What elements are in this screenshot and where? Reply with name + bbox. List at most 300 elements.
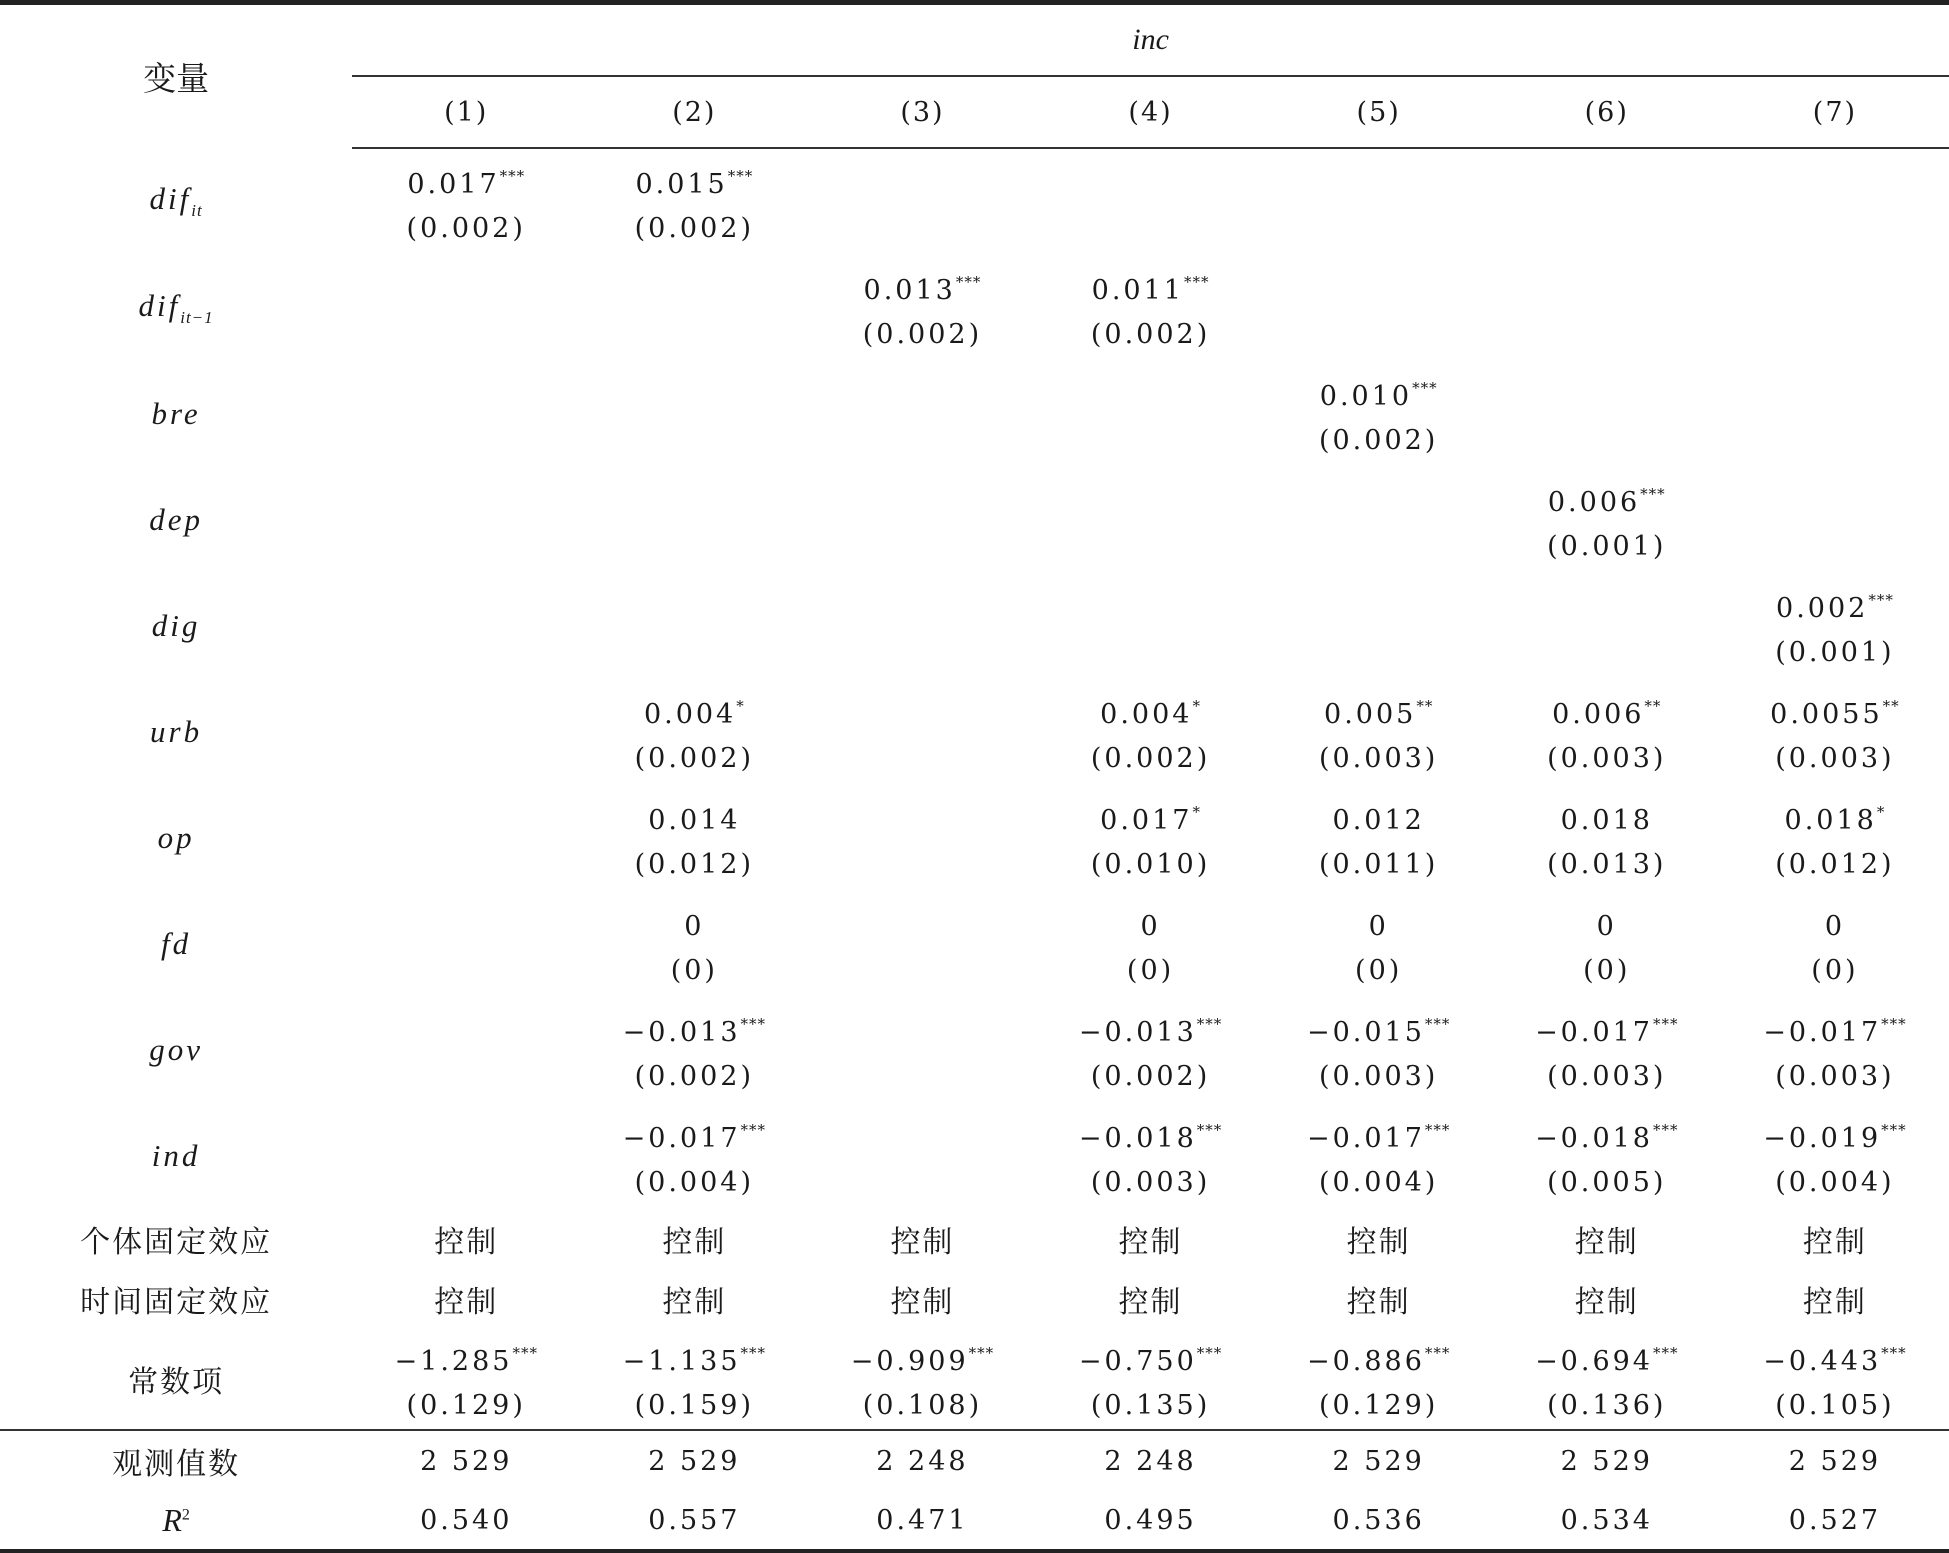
variable-symbol: dep (149, 502, 203, 537)
coefficient-cell (1493, 1103, 1721, 1209)
significance-stars: *** (1652, 1014, 1679, 1033)
coefficient-value: −0.013 (1078, 1016, 1197, 1048)
variable-symbol: urb (150, 714, 203, 749)
variable-name (0, 361, 352, 467)
coefficient-cell (1493, 1329, 1721, 1430)
coefficient-estimate (580, 684, 808, 737)
coefficient-estimate (1493, 1002, 1721, 1055)
coefficient-estimate (1493, 790, 1721, 843)
standard-error: (0.002) (406, 212, 526, 244)
significance-stars: *** (512, 1343, 538, 1362)
variable-symbol: fd (161, 926, 192, 961)
coefficient-estimate (1721, 684, 1949, 737)
standard-error: (0.002) (1090, 318, 1211, 350)
table-row (0, 891, 1949, 997)
standard-error: (0.003) (1547, 742, 1667, 774)
coefficient-cell (1721, 679, 1949, 785)
fixed-effect-value: 控制 (1574, 1225, 1639, 1260)
variable-name (0, 785, 352, 891)
standard-error: (0.001) (1775, 636, 1895, 668)
table-row (0, 467, 1949, 573)
r-squared-value: 0.471 (876, 1504, 969, 1536)
model-header: (6) (1493, 76, 1721, 148)
table-row (0, 148, 1949, 255)
fixed-effect-value: 控制 (662, 1285, 727, 1320)
coefficient-cell (1721, 255, 1949, 361)
constant-row (0, 1329, 1949, 1430)
coefficient-estimate (580, 790, 808, 843)
coefficient-cell (1265, 148, 1493, 255)
coefficient-cell (808, 891, 1036, 997)
standard-error: (0.005) (1547, 1166, 1667, 1198)
standard-error: (0.003) (1090, 1166, 1211, 1198)
coefficient-value: −0.443 (1763, 1345, 1882, 1377)
standard-error: (0.105) (1775, 1389, 1895, 1421)
coefficient-estimate (1493, 896, 1721, 949)
r-squared-value: 0.536 (1332, 1504, 1425, 1536)
coefficient-cell (1037, 148, 1265, 255)
r-squared-value: 0.527 (1788, 1504, 1882, 1536)
coefficient-estimate (808, 260, 1036, 313)
coefficient-value: 0.017 (1100, 804, 1193, 836)
significance-stars: *** (499, 166, 526, 185)
coefficient-cell (352, 679, 580, 785)
coefficient-cell (352, 1329, 580, 1430)
coefficient-cell (1493, 255, 1721, 361)
model-header: (3) (808, 76, 1036, 148)
fixed-effect-value: 控制 (1346, 1225, 1411, 1260)
coefficient-estimate (1037, 260, 1265, 313)
observations-value: 2 248 (808, 1430, 1036, 1491)
significance-stars: ** (1416, 696, 1434, 715)
coefficient-value: 0.006 (1552, 698, 1645, 730)
coefficient-cell (1493, 997, 1721, 1103)
coefficient-cell (1037, 679, 1265, 785)
coefficient-cell (1721, 148, 1949, 255)
coefficient-estimate (1037, 1331, 1265, 1384)
coefficient-cell (580, 785, 808, 891)
coefficient-cell (1493, 891, 1721, 997)
fixed-effect-value: 控制 (1118, 1225, 1183, 1260)
fixed-effect-label: 个体固定效应 (80, 1225, 273, 1260)
fixed-effect-value: 控制 (1118, 1285, 1183, 1320)
significance-stars: *** (1183, 272, 1210, 291)
significance-stars: *** (1424, 1343, 1451, 1362)
coefficient-value: 0.011 (1091, 274, 1184, 306)
coefficient-estimate (1037, 1002, 1265, 1055)
coefficient-estimate (352, 154, 580, 207)
variable-symbol: dif (149, 181, 192, 217)
coefficient-estimate (1037, 896, 1265, 949)
significance-stars: *** (740, 1343, 767, 1362)
significance-stars: *** (1196, 1343, 1223, 1362)
variable-name (0, 148, 352, 255)
coefficient-cell (1265, 361, 1493, 467)
significance-stars: * (736, 696, 745, 715)
observations-value: 2 529 (1265, 1430, 1493, 1491)
coefficient-value: −1.285 (394, 1345, 513, 1377)
coefficient-cell (352, 361, 580, 467)
variable-symbol: ind (151, 1138, 201, 1173)
coefficient-value: −0.013 (622, 1016, 741, 1048)
coefficient-cell (352, 467, 580, 573)
coefficient-estimate (1493, 1331, 1721, 1384)
fixed-effect-row (0, 1209, 1949, 1269)
coefficient-cell (1265, 891, 1493, 997)
coefficient-cell (1493, 785, 1721, 891)
coefficient-value: −0.694 (1535, 1345, 1653, 1377)
coefficient-cell (1037, 1103, 1265, 1209)
coefficient-cell (1721, 997, 1949, 1103)
standard-error: (0.010) (1090, 848, 1211, 880)
coefficient-estimate (1721, 896, 1949, 949)
model-header: (5) (1265, 76, 1493, 148)
coefficient-estimate (1037, 684, 1265, 737)
coefficient-value: 0.012 (1332, 804, 1425, 836)
fixed-effect-value: 控制 (1802, 1225, 1867, 1260)
significance-stars: *** (968, 1343, 995, 1362)
standard-error: (0.004) (634, 1166, 755, 1198)
coefficient-estimate (1265, 790, 1493, 843)
standard-error: (0.002) (1090, 1060, 1211, 1092)
coefficient-cell (580, 467, 808, 573)
coefficient-cell (1265, 467, 1493, 573)
coefficient-value: −0.019 (1763, 1122, 1882, 1154)
coefficient-cell (1265, 1103, 1493, 1209)
coefficient-cell (1721, 785, 1949, 891)
observations-value: 2 529 (580, 1430, 808, 1491)
fixed-effect-value: 控制 (890, 1225, 955, 1260)
coefficient-cell (352, 255, 580, 361)
coefficient-estimate (352, 1331, 580, 1384)
table-row (0, 361, 1949, 467)
coefficient-estimate (1721, 790, 1949, 843)
coefficient-estimate (808, 1331, 1036, 1384)
r-squared-row (0, 1491, 1949, 1551)
model-header: (4) (1037, 76, 1265, 148)
coefficient-cell (808, 679, 1036, 785)
standard-error: (0) (1811, 954, 1859, 986)
coefficient-cell (808, 255, 1036, 361)
coefficient-cell (580, 255, 808, 361)
standard-error: (0.129) (1318, 1389, 1439, 1421)
coefficient-value: −0.750 (1078, 1345, 1197, 1377)
table-row (0, 997, 1949, 1103)
coefficient-value: 0.0055 (1770, 698, 1883, 730)
significance-stars: * (1192, 696, 1201, 715)
coefficient-estimate (1265, 1108, 1493, 1161)
coefficient-value: 0 (1824, 910, 1845, 942)
coefficient-estimate (580, 1331, 808, 1384)
coefficient-cell (1037, 467, 1265, 573)
variable-header: 变量 (143, 59, 210, 98)
coefficient-cell (1265, 1329, 1493, 1430)
r-squared-value: 0.557 (648, 1504, 741, 1536)
table-row (0, 573, 1949, 679)
coefficient-cell (1265, 785, 1493, 891)
coefficient-value: 0.018 (1560, 804, 1653, 836)
coefficient-cell (1037, 891, 1265, 997)
coefficient-cell (1037, 1329, 1265, 1430)
r-squared-label (0, 1491, 352, 1551)
coefficient-cell (1037, 997, 1265, 1103)
standard-error: (0.003) (1547, 1060, 1667, 1092)
coefficient-cell (352, 148, 580, 255)
significance-stars: * (1876, 802, 1886, 821)
coefficient-estimate (1493, 1108, 1721, 1161)
standard-error: (0.012) (1775, 848, 1895, 880)
fixed-effect-value: 控制 (890, 1285, 955, 1320)
standard-error: (0.002) (634, 212, 755, 244)
significance-stars: ** (1644, 696, 1662, 715)
standard-error: (0) (1126, 954, 1175, 986)
coefficient-cell (1493, 679, 1721, 785)
significance-stars: *** (1640, 484, 1666, 503)
standard-error: (0) (1355, 954, 1403, 986)
coefficient-cell (352, 573, 580, 679)
coefficient-estimate (1265, 1331, 1493, 1384)
coefficient-estimate (1721, 578, 1949, 631)
standard-error: (0.013) (1547, 848, 1667, 880)
standard-error: (0.002) (634, 1060, 755, 1092)
observations-value: 2 529 (352, 1430, 580, 1491)
coefficient-cell (1493, 148, 1721, 255)
coefficient-value: 0.013 (863, 274, 956, 306)
variable-subscript: it−1 (180, 308, 214, 328)
significance-stars: *** (740, 1120, 767, 1139)
significance-stars: *** (1196, 1014, 1223, 1033)
significance-stars: *** (1196, 1120, 1223, 1139)
coefficient-cell (808, 148, 1036, 255)
coefficient-estimate (1721, 1002, 1949, 1055)
coefficient-value: −0.018 (1078, 1122, 1197, 1154)
coefficient-cell (1721, 1103, 1949, 1209)
table-row (0, 255, 1949, 361)
standard-error: (0.159) (634, 1389, 755, 1421)
coefficient-cell (1721, 361, 1949, 467)
coefficient-value: 0.015 (635, 168, 728, 200)
observations-value: 2 529 (1721, 1430, 1949, 1491)
coefficient-cell (1493, 361, 1721, 467)
significance-stars: *** (1868, 590, 1894, 609)
coefficient-cell (1037, 361, 1265, 467)
coefficient-estimate (1265, 366, 1493, 419)
coefficient-cell (808, 1329, 1036, 1430)
coefficient-value: −0.017 (1306, 1122, 1425, 1154)
fixed-effect-value: 控制 (1802, 1285, 1867, 1320)
r-squared-value: 0.540 (420, 1504, 513, 1536)
coefficient-cell (1265, 255, 1493, 361)
coefficient-value: 0.010 (1319, 380, 1413, 412)
coefficient-value: 0 (1596, 910, 1617, 942)
coefficient-cell (1493, 573, 1721, 679)
standard-error: (0.002) (1090, 742, 1211, 774)
standard-error: (0.002) (1318, 424, 1439, 456)
table-row (0, 679, 1949, 785)
significance-stars: *** (1881, 1014, 1907, 1033)
coefficient-cell (580, 361, 808, 467)
standard-error: (0.001) (1547, 530, 1667, 562)
variable-subscript: it (191, 201, 203, 221)
coefficient-cell (580, 573, 808, 679)
significance-stars: ** (1882, 696, 1900, 715)
coefficient-cell (352, 785, 580, 891)
coefficient-cell (1721, 573, 1949, 679)
coefficient-cell (352, 997, 580, 1103)
significance-stars: *** (1881, 1343, 1907, 1362)
significance-stars: *** (1881, 1120, 1907, 1139)
variable-name (0, 573, 352, 679)
r-squared-value: 0.495 (1104, 1504, 1197, 1536)
coefficient-cell (1265, 679, 1493, 785)
coefficient-cell (1265, 573, 1493, 679)
standard-error: (0.002) (634, 742, 755, 774)
coefficient-cell (808, 1103, 1036, 1209)
coefficient-value: 0.006 (1547, 486, 1641, 518)
significance-stars: *** (1652, 1120, 1679, 1139)
coefficient-cell (1493, 467, 1721, 573)
coefficient-cell (352, 891, 580, 997)
coefficient-value: 0.017 (407, 168, 500, 200)
standard-error: (0.003) (1318, 742, 1439, 774)
coefficient-value: −0.017 (1763, 1016, 1882, 1048)
fixed-effect-label: 时间固定效应 (80, 1285, 273, 1320)
variable-symbol: dif (138, 287, 181, 323)
variable-name (0, 255, 352, 361)
standard-error: (0.003) (1775, 1060, 1895, 1092)
standard-error: (0.003) (1318, 1060, 1439, 1092)
coefficient-estimate (1721, 1108, 1949, 1161)
coefficient-estimate (1037, 1108, 1265, 1161)
r-squared-exponent: 2 (181, 1505, 190, 1523)
coefficient-estimate (1493, 684, 1721, 737)
significance-stars: *** (1412, 378, 1438, 397)
fixed-effect-value: 控制 (1346, 1285, 1411, 1320)
coefficient-estimate (1265, 896, 1493, 949)
table-row (0, 1103, 1949, 1209)
coefficient-cell (580, 997, 808, 1103)
standard-error: (0.004) (1775, 1166, 1895, 1198)
coefficient-cell (1721, 467, 1949, 573)
observations-value: 2 248 (1037, 1430, 1265, 1491)
coefficient-cell (1265, 997, 1493, 1103)
model-header: (7) (1721, 76, 1949, 148)
coefficient-cell (808, 467, 1036, 573)
variable-name (0, 997, 352, 1103)
fixed-effect-value: 控制 (434, 1225, 499, 1260)
coefficient-cell (580, 1103, 808, 1209)
fixed-effect-value: 控制 (662, 1225, 727, 1260)
significance-stars: *** (1424, 1120, 1451, 1139)
coefficient-value: 0.005 (1324, 698, 1417, 730)
significance-stars: *** (727, 166, 754, 185)
fixed-effect-value: 控制 (1574, 1285, 1639, 1320)
coefficient-value: 0.004 (1100, 698, 1193, 730)
standard-error: (0.012) (634, 848, 755, 880)
coefficient-estimate (1493, 472, 1721, 525)
standard-error: (0.002) (862, 318, 983, 350)
observations-label: 观测值数 (0, 1430, 352, 1491)
standard-error: (0) (1583, 954, 1631, 986)
dependent-variable-header: inc (352, 3, 1949, 77)
variable-symbol: dig (151, 608, 201, 643)
constant-label: 常数项 (128, 1365, 225, 1400)
standard-error: (0.003) (1775, 742, 1895, 774)
variable-name (0, 679, 352, 785)
standard-error: (0.129) (406, 1389, 526, 1421)
coefficient-cell (1037, 573, 1265, 679)
coefficient-cell (808, 785, 1036, 891)
coefficient-value: 0.014 (648, 804, 741, 836)
coefficient-cell (1037, 785, 1265, 891)
coefficient-cell (808, 361, 1036, 467)
variable-name (0, 891, 352, 997)
standard-error: (0.135) (1090, 1389, 1211, 1421)
coefficient-value: 0.004 (643, 698, 737, 730)
coefficient-value: 0 (1140, 910, 1161, 942)
r-squared-value: 0.534 (1560, 1504, 1653, 1536)
variable-symbol: bre (151, 396, 201, 431)
coefficient-value: 0 (684, 910, 705, 942)
observations-row (0, 1430, 1949, 1491)
coefficient-cell (580, 148, 808, 255)
r-squared-symbol: R (162, 1501, 182, 1538)
coefficient-value: −0.017 (1535, 1016, 1653, 1048)
fixed-effect-value: 控制 (434, 1285, 499, 1320)
variable-symbol: gov (149, 1032, 203, 1067)
variable-name (0, 467, 352, 573)
significance-stars: *** (1424, 1014, 1451, 1033)
standard-error: (0.011) (1318, 848, 1439, 880)
coefficient-cell (580, 1329, 808, 1430)
coefficient-value: −0.909 (850, 1345, 969, 1377)
standard-error: (0.136) (1547, 1389, 1667, 1421)
standard-error: (0.004) (1318, 1166, 1439, 1198)
coefficient-value: 0.018 (1784, 804, 1877, 836)
coefficient-cell (1037, 255, 1265, 361)
coefficient-cell (808, 997, 1036, 1103)
coefficient-estimate (580, 154, 808, 207)
coefficient-cell (580, 679, 808, 785)
variable-name (0, 1103, 352, 1209)
coefficient-value: −0.018 (1535, 1122, 1653, 1154)
coefficient-value: −0.886 (1306, 1345, 1425, 1377)
coefficient-cell (1721, 1329, 1949, 1430)
coefficient-cell (808, 573, 1036, 679)
variable-symbol: op (157, 820, 195, 855)
standard-error: (0.108) (862, 1389, 983, 1421)
significance-stars: *** (1652, 1343, 1679, 1362)
coefficient-cell (352, 1103, 580, 1209)
coefficient-estimate (580, 896, 808, 949)
coefficient-value: 0 (1368, 910, 1389, 942)
coefficient-estimate (1721, 1331, 1949, 1384)
table-row (0, 785, 1949, 891)
coefficient-estimate (580, 1002, 808, 1055)
significance-stars: * (1192, 802, 1201, 821)
coefficient-value: −1.135 (622, 1345, 741, 1377)
coefficient-value: −0.015 (1306, 1016, 1425, 1048)
fixed-effect-row (0, 1269, 1949, 1329)
coefficient-value: 0.002 (1776, 592, 1869, 624)
coefficient-estimate (580, 1108, 808, 1161)
model-header: (2) (580, 76, 808, 148)
observations-value: 2 529 (1493, 1430, 1721, 1491)
coefficient-cell (580, 891, 808, 997)
standard-error: (0) (670, 954, 718, 986)
coefficient-estimate (1265, 684, 1493, 737)
coefficient-estimate (1265, 1002, 1493, 1055)
